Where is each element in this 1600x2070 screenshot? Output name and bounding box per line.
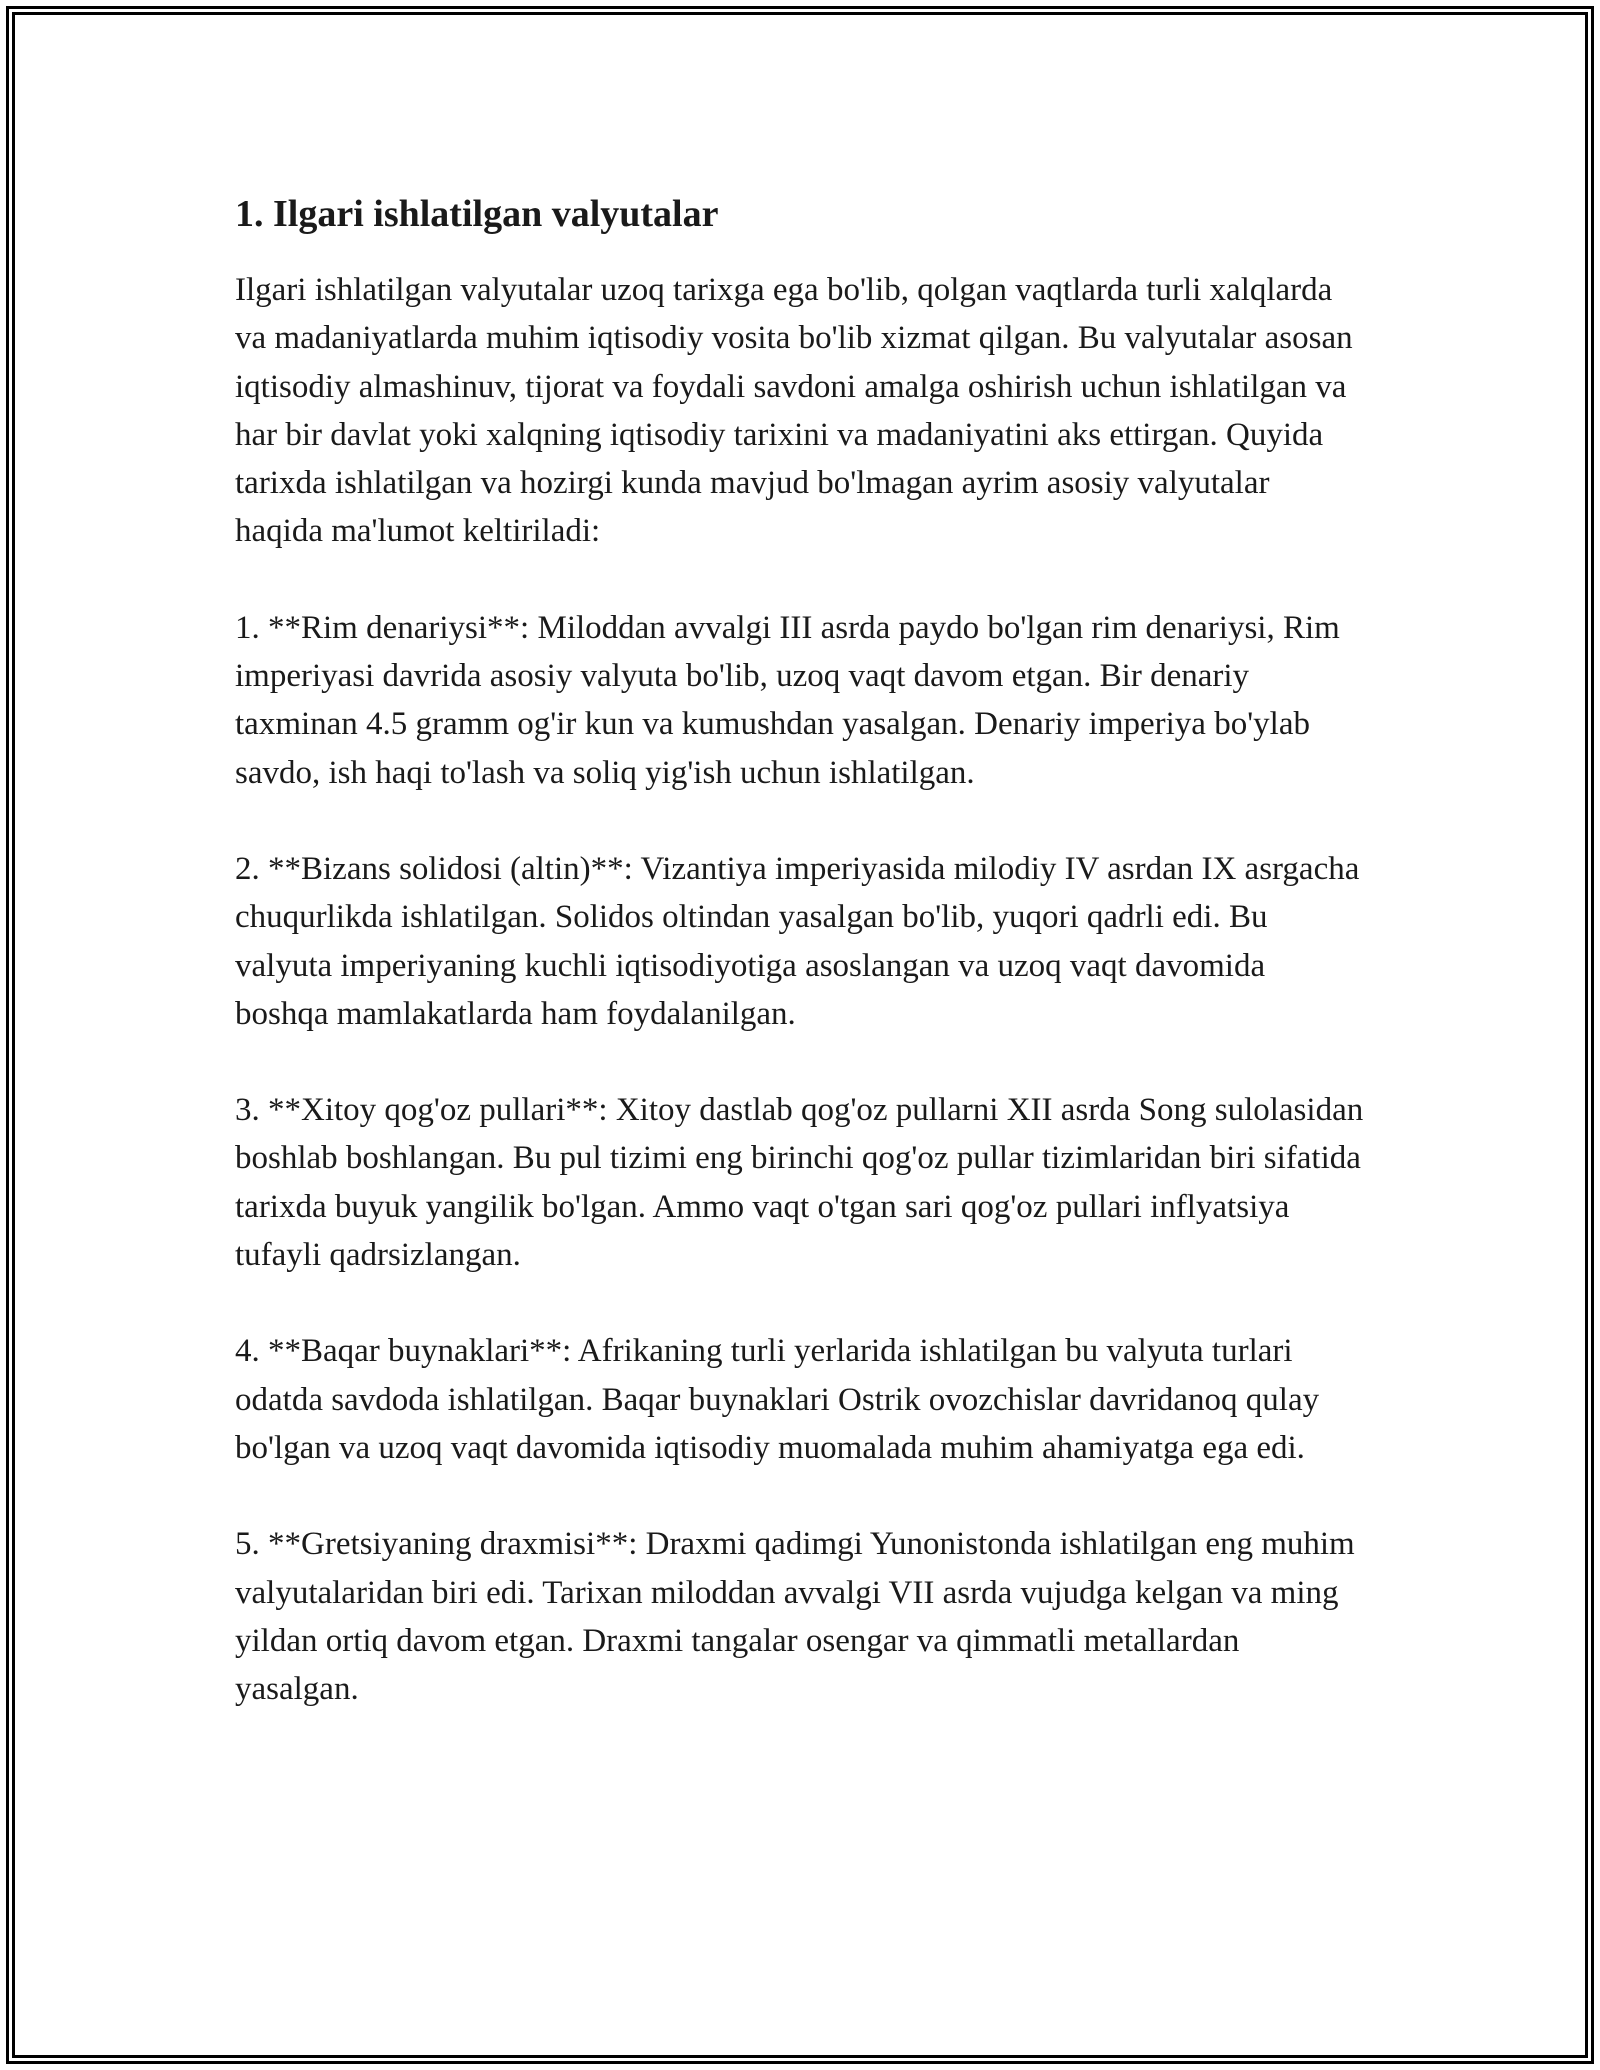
document-body [235,184,1365,1761]
list-item-gretsiyaning-draxmisi: 5. **Gretsiyaning draxmisi**: Draxmi qadimgi Yunonistonda ishlatilgan eng muhim valyutalaridan biri edi. Tarixan miloddan avvalgi VII asrda vujudga kelgan va ming yildan ortiq davom etgan. Draxmi tangalar osengar va qimmatli metallardan yasalgan. [235,1526,1355,1708]
list-item-xitoy-qogoz-pullari: 3. **Xitoy qog'oz pullari**: Xitoy dastlab qog'oz pullarni XII asrda Song sulolasidan boshlab boshlangan. Bu pul tizimi eng birinchi qog'oz pullar tizimlaridan biri sifatida tarixda buyuk yangilik bo'lgan. Ammo vaqt o'tgan sari qog'oz pullari inflyatsiya tufayli qadrsizlangan. [235,1092,1364,1274]
section-heading: 1. Ilgari ishlatilgan valyutalar [235,193,719,235]
list-item-baqar-buynaklari: 4. **Baqar buynaklari**: Afrikaning turli yerlarida ishlatilgan bu valyuta turlari odatda savdoda ishlatilgan. Baqar buynaklari Ostrik ovozchislar davridanoq qulay bo'lgan va uzoq vaqt davomida iqtisodiy muomalada muhim ahamiyatga ega edi. [235,1333,1320,1466]
intro-paragraph: Ilgari ishlatilgan valyutalar uzoq tarixga ega bo'lib, qolgan vaqtlarda turli xalqlarda va madaniyatlarda muhim iqtisodiy vosita bo'lib xizmat qilgan. Bu valyutalar asosan iqtisodiy almashinuv, tijorat va foydali savdoni amalga oshirish uchun ishlatilgan va har bir davlat yoki xalqning iqtisodiy tarixini va madaniyatini aks ettirgan. Quyida tarixda ishlatilgan va hozirgi kunda mavjud bo'lmagan ayrim asosiy valyutalar haqida ma'lumot keltiriladi: [235,272,1353,550]
list-item-rim-denariysi: 1. **Rim denariysi**: Miloddan avvalgi III asrda paydo bo'lgan rim denariysi, Rim imperiyasi davrida asosiy valyuta bo'lib, uzoq vaqt davom etgan. Bir denariy taxminan 4.5 gramm og'ir kun va kumushdan yasalgan. Denariy imperiya bo'ylab savdo, ish haqi to'lash va soliq yig'ish uchun ishlatilgan. [235,609,1340,791]
list-item-bizans-solidosi: 2. **Bizans solidosi (altin)**: Vizantiya imperiyasida milodiy IV asrdan IX asrgacha chuqurlikda ishlatilgan. Solidos oltindan yasalgan bo'lib, yuqori qadrli edi. Bu valyuta imperiyaning kuchli iqtisodiyotiga asoslangan va uzoq vaqt davomida boshqa mamlakatlarda ham foydalanilgan. [235,850,1360,1032]
